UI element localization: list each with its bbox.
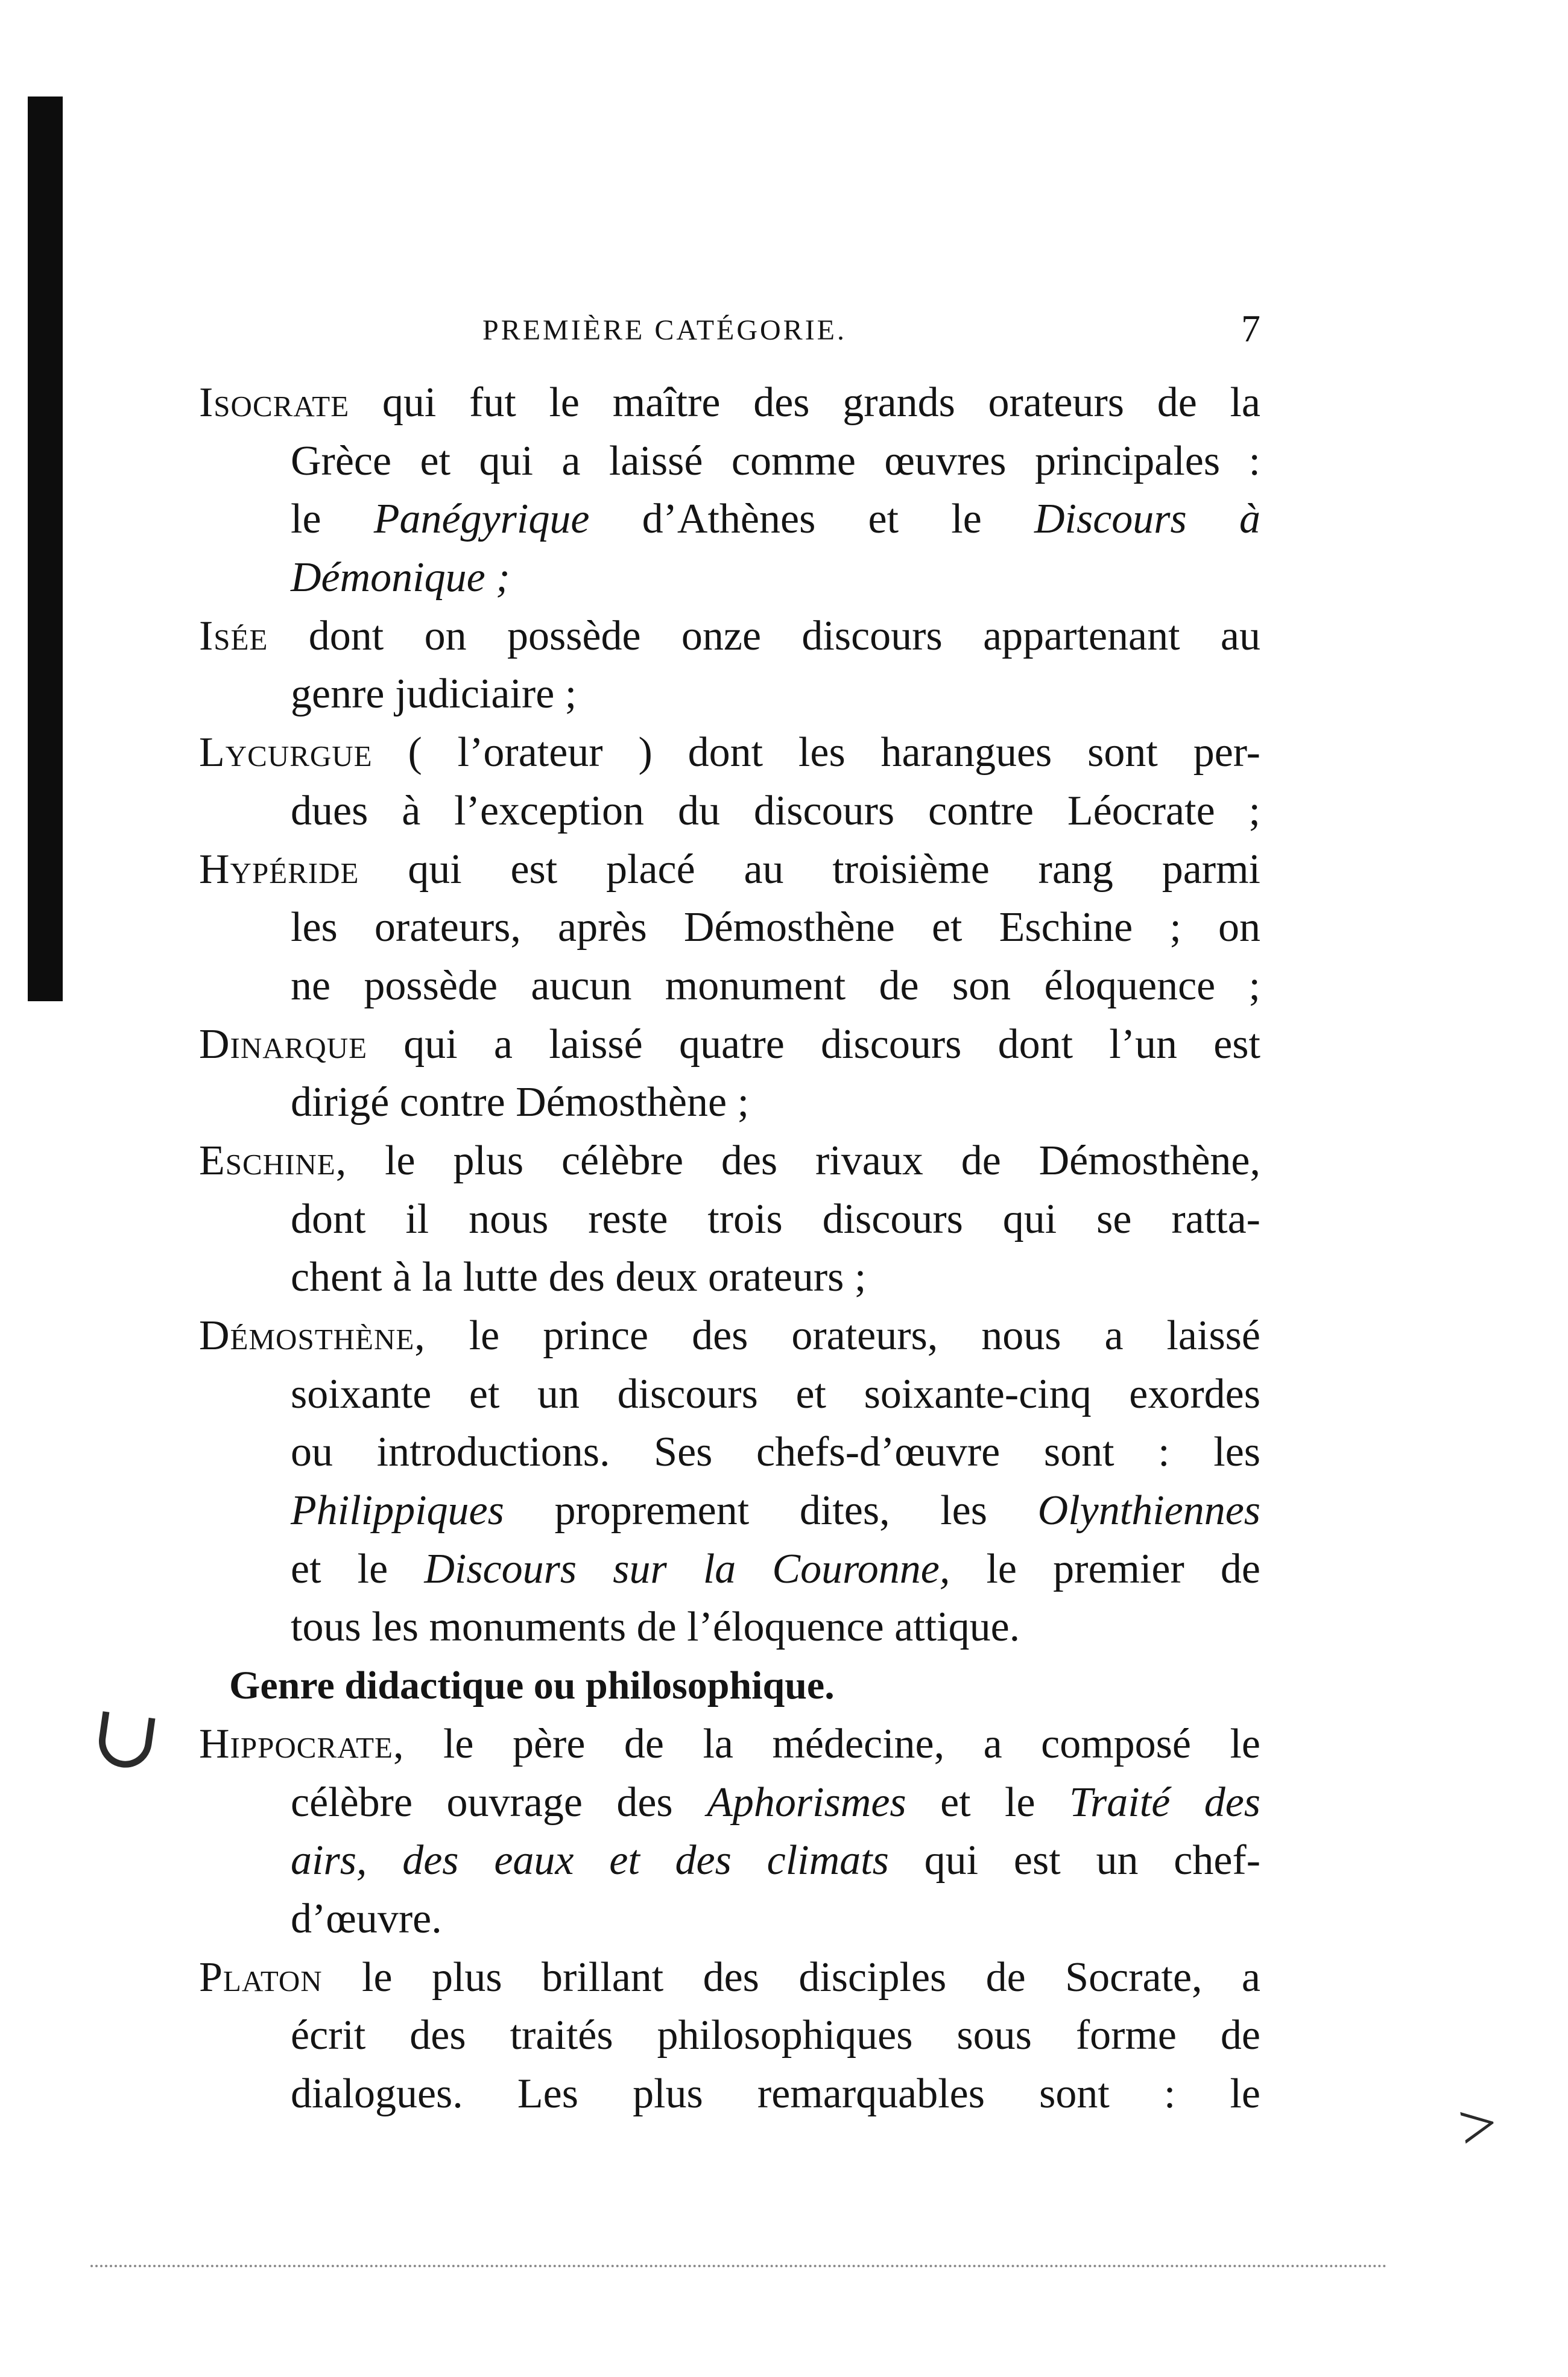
margin-pencil-mark: ∪ — [84, 1687, 168, 1790]
text-line: les orateurs, après Démosthène et Eschine ; on — [291, 904, 1260, 951]
body-text — [199, 374, 1260, 2124]
text-line: ou introductions. Ses chefs-d’œuvre sont : les — [291, 1429, 1260, 1476]
text-line: d’œuvre. — [291, 1895, 442, 1942]
text-line: Démosthène, le prince des orateurs, nous a laissé — [199, 1312, 1260, 1359]
text-line: le Panégyrique d’Athènes et le Discours à — [291, 496, 1261, 543]
entry-name: Lycurgue — [199, 729, 373, 776]
text-line: Lycurgue ( l’orateur ) dont les harangues sont per- — [199, 729, 1260, 776]
text-line: tous les monuments de l’éloquence attique. — [291, 1604, 1020, 1651]
text-line: Isée dont on possède onze discours appartenant au — [199, 612, 1260, 659]
text-line: Isocrate qui fut le maître des grands orateurs de la — [199, 379, 1260, 426]
text-line: dues à l’exception du discours contre Léocrate ; — [291, 787, 1260, 834]
text-line: Philippiques proprement dites, les Olynthiennes — [291, 1487, 1261, 1534]
section-heading: Genre didactique ou philosophique. — [229, 1663, 835, 1708]
entry-name: Hippocrate, — [199, 1720, 405, 1767]
text-line: genre judiciaire ; — [291, 671, 577, 718]
text-line: soixante et un discours et soixante-cinq exordes — [291, 1370, 1260, 1417]
margin-pencil-mark: > — [1453, 2085, 1503, 2165]
text-line: Eschine, le plus célèbre des rivaux de Démosthène, — [199, 1137, 1261, 1184]
entry-name: Hypéride — [199, 846, 359, 893]
entry-name: Isocrate — [199, 379, 350, 426]
text-line: Platon le plus brillant des disciples de Socrate, a — [199, 1954, 1261, 2001]
text-line: Grèce et qui a laissé comme œuvres principales : — [291, 437, 1260, 484]
scan-page-edge — [28, 97, 63, 1001]
entry-name: Eschine, — [199, 1137, 347, 1184]
text-line: dont il nous reste trois discours qui se ratta- — [291, 1195, 1260, 1242]
entry-name: Dinarque — [199, 1021, 368, 1068]
text-line: et le Discours sur la Couronne, le premier de — [291, 1545, 1260, 1592]
running-head-title: PREMIÈRE CATÉGORIE. — [482, 314, 847, 346]
text-line: chent à la lutte des deux orateurs ; — [291, 1254, 867, 1301]
text-line: Démonique ; — [291, 554, 510, 601]
text-line: Dinarque qui a laissé quatre discours dont l’un est — [199, 1021, 1260, 1068]
page-number: 7 — [1241, 307, 1260, 350]
text-line: airs, des eaux et des climats qui est un chef- — [291, 1837, 1261, 1884]
entry-name: Isée — [199, 612, 268, 659]
text-line: dialogues. Les plus remarquables sont : le — [291, 2070, 1260, 2117]
scan-dust — [90, 2265, 1387, 2267]
running-head — [199, 306, 1260, 355]
entry-name: Platon — [199, 1954, 323, 2001]
text-line: écrit des traités philosophiques sous forme de — [291, 2012, 1260, 2059]
text-line: célèbre ouvrage des Aphorismes et le Traité des — [291, 1779, 1261, 1826]
text-line: dirigé contre Démosthène ; — [291, 1079, 750, 1126]
entry-name: Démosthène, — [199, 1312, 426, 1359]
text-line: Hypéride qui est placé au troisième rang parmi — [199, 846, 1260, 893]
text-line: Hippocrate, le père de la médecine, a composé le — [199, 1720, 1260, 1767]
text-line: ne possède aucun monument de son éloquence ; — [291, 962, 1260, 1009]
